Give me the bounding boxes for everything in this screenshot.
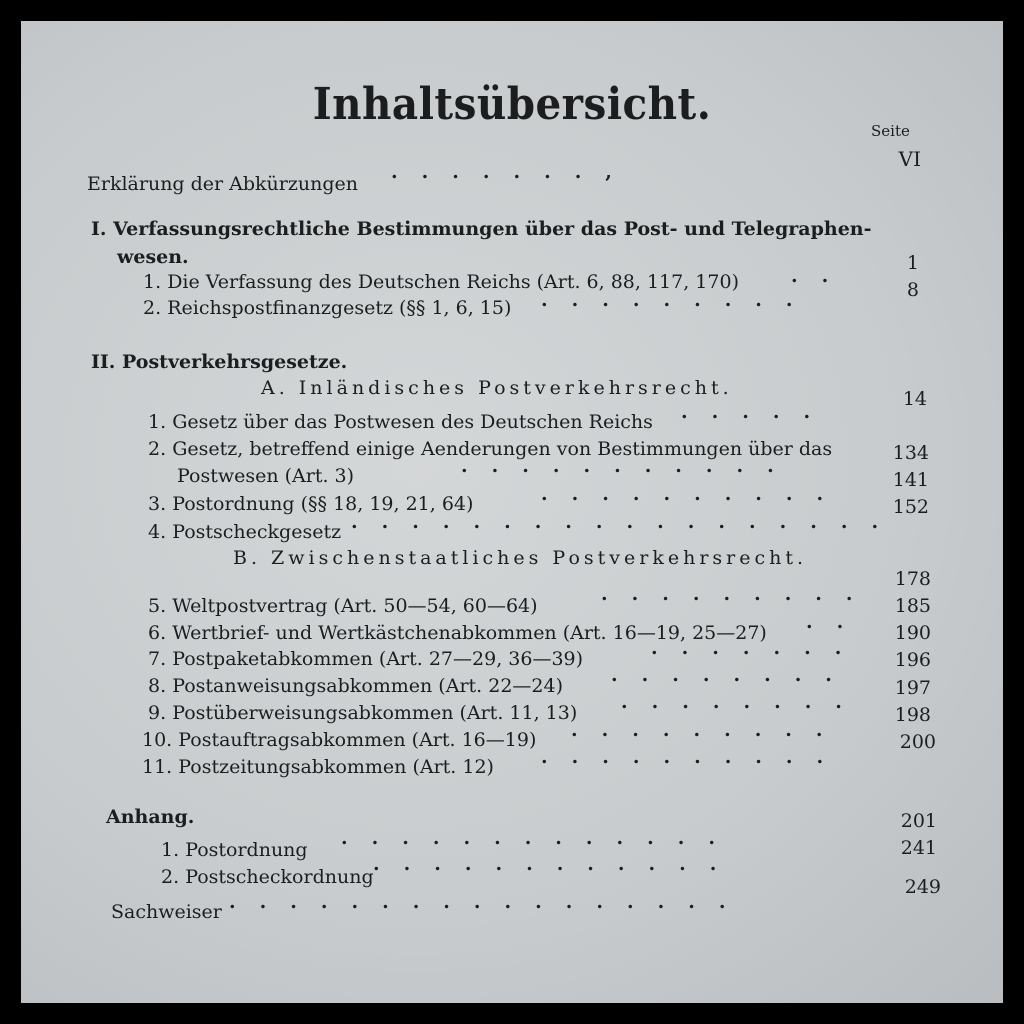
page-number: 134: [892, 442, 929, 464]
entry-text: Postauftragsabkommen (Art. 16—19): [178, 729, 537, 751]
section-number: II.: [91, 351, 116, 373]
entry-text: Postscheckordnung: [185, 866, 374, 888]
entry-number: 11.: [142, 756, 173, 778]
entry-text: Erklärung der Abkürzungen: [87, 173, 359, 195]
page-number: 198: [894, 704, 931, 726]
entry-number: 6.: [148, 622, 167, 644]
entry-b-8: [148, 675, 563, 697]
book-page: [21, 21, 1003, 1003]
entry-number: 2.: [148, 438, 167, 460]
page-number: 197: [894, 677, 931, 699]
page-number: 152: [892, 496, 929, 518]
section-title: Verfassungsrechtliche Bestimmungen über das Post- und Telegraphen-: [113, 218, 872, 240]
leader-dots: ..: [806, 611, 868, 633]
entry-sachweiser: Sachweiser: [111, 901, 222, 923]
leader-dots: .........: [541, 289, 817, 311]
leader-dots: .................: [229, 891, 750, 913]
entry-number: 8.: [148, 675, 167, 697]
page-number: 185: [894, 595, 931, 617]
leader-dots: .........: [601, 583, 877, 605]
entry-text: Wertbrief- und Wertkästchenabkommen (Art. 16—19, 25—27): [172, 622, 767, 644]
entry-i-2: [143, 297, 511, 319]
entry-abkuerzungen: [87, 173, 358, 195]
entry-number: 4.: [148, 521, 167, 543]
entry-text: Reichspostfinanzgesetz (§§ 1, 6, 15): [167, 297, 512, 319]
page-number: 241: [900, 837, 937, 859]
entry-number: 1.: [143, 271, 162, 293]
page-number: 190: [894, 622, 931, 644]
leader-dots: .............: [341, 827, 739, 849]
entry-a-2-cont: Postwesen (Art. 3): [177, 465, 355, 487]
entry-number: 2.: [143, 297, 162, 319]
leader-dots: ..................: [351, 511, 903, 533]
page-number: 8: [906, 279, 919, 301]
entry-text: Die Verfassung des Deutschen Reichs (Art. 6, 88, 117, 170): [167, 271, 739, 293]
page-number: 14: [902, 388, 927, 410]
leader-dots: ..........: [541, 746, 848, 768]
page-number: 201: [900, 810, 937, 832]
entry-b-11: [142, 756, 494, 778]
entry-text: Gesetz über das Postwesen des Deutschen Reichs: [172, 411, 653, 433]
page-number: VI: [898, 147, 921, 171]
section-title: Postverkehrsgesetze.: [122, 351, 348, 373]
entry-b-7: [148, 648, 583, 670]
entry-number: 3.: [148, 493, 167, 515]
entry-number: 9.: [148, 702, 167, 724]
entry-anhang-1: [161, 839, 308, 861]
subsection-b: B. Zwischenstaatliches Postverkehrsrecht.: [233, 547, 808, 569]
leader-dots: .......: [651, 637, 866, 659]
section-i-cont: wesen.: [117, 246, 189, 268]
entry-anhang-2: [161, 866, 374, 888]
leader-dots: .....: [681, 401, 835, 423]
entry-number: 1.: [161, 839, 180, 861]
leader-dots: .......,: [391, 161, 636, 183]
entry-number: 2.: [161, 866, 180, 888]
entry-b-10: [142, 729, 536, 751]
page-number: 196: [894, 649, 931, 671]
section-i: [91, 218, 872, 240]
seite-label: Seite: [871, 122, 910, 140]
leader-dots: ........: [621, 691, 866, 713]
page-number: 200: [899, 731, 936, 753]
page-number: 1: [906, 252, 919, 274]
entry-text: Postordnung: [185, 839, 308, 861]
entry-b-5: [148, 595, 538, 617]
section-anhang: Anhang.: [106, 806, 195, 828]
entry-text: Postordnung (§§ 18, 19, 21, 64): [172, 493, 474, 515]
section-ii: [91, 351, 347, 373]
page-number: 249: [904, 876, 941, 898]
leader-dots: ........: [611, 664, 856, 686]
page-title: Inhaltsübersicht.: [312, 79, 712, 130]
subsection-a: A. Inländisches Postverkehrsrecht.: [261, 377, 733, 399]
entry-text: Weltpostvertrag (Art. 50—54, 60—64): [172, 595, 538, 617]
entry-number: 5.: [148, 595, 167, 617]
entry-number: 10.: [142, 729, 173, 751]
entry-text: Postpaketabkommen (Art. 27—29, 36—39): [172, 648, 584, 670]
leader-dots: .........: [571, 719, 847, 741]
leader-dots: ..: [791, 265, 853, 287]
entry-text: Postüberweisungsabkommen (Art. 11, 13): [172, 702, 578, 724]
leader-dots: ..........: [541, 483, 848, 505]
entry-a-4: [148, 521, 341, 543]
entry-text: Postanweisungsabkommen (Art. 22—24): [172, 675, 564, 697]
entry-number: 1.: [148, 411, 167, 433]
entry-text: Postscheckgesetz: [172, 521, 342, 543]
entry-text: Postzeitungsabkommen (Art. 12): [178, 756, 494, 778]
leader-dots: ............: [373, 853, 741, 875]
page-number: 141: [892, 469, 929, 491]
page-number: 178: [894, 568, 931, 590]
section-number: I.: [91, 218, 107, 240]
entry-text: Gesetz, betreffend einige Aenderungen von Bestimmungen über das: [172, 438, 833, 460]
leader-dots: ...........: [461, 455, 798, 477]
entry-b-9: [148, 702, 577, 724]
entry-a-1: [148, 411, 653, 433]
entry-number: 7.: [148, 648, 167, 670]
